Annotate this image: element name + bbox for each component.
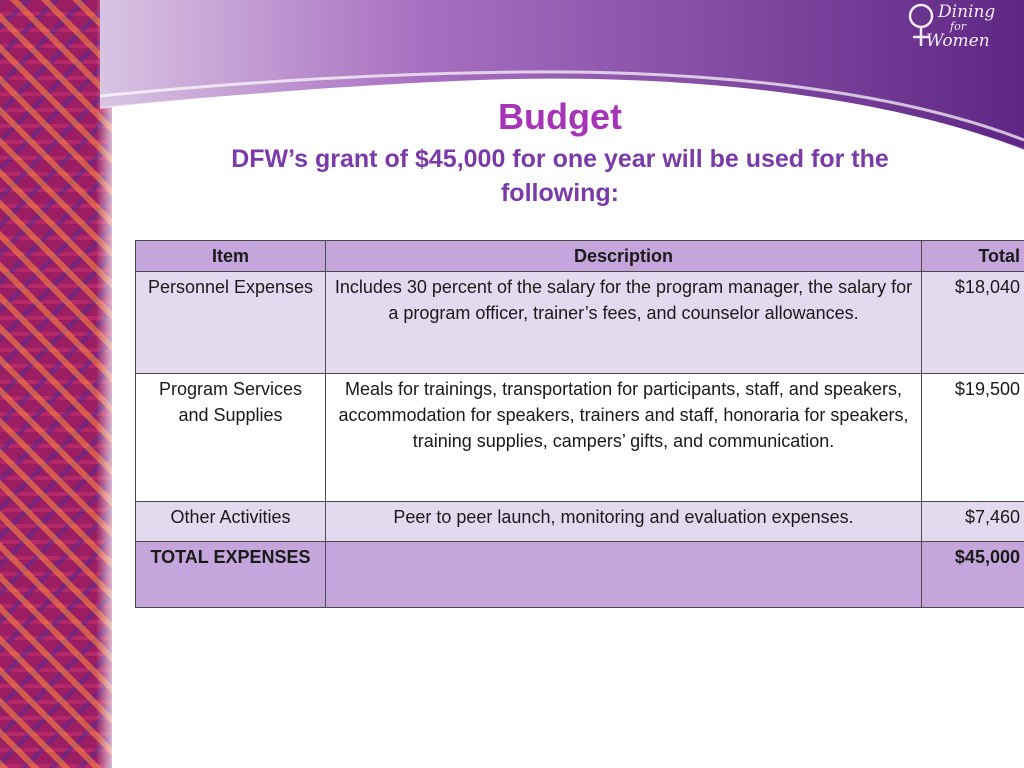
row-item: Other Activities [136, 502, 326, 542]
table-row [136, 502, 1024, 542]
total-row-description [326, 542, 922, 608]
total-row-amount: $45,000 [922, 542, 1024, 608]
row-description: Includes 30 percent of the salary for the program manager, the salary for a program officer, trainer’s fees, and counselor allowances. [326, 272, 922, 374]
logo-text-for: for [950, 20, 966, 33]
dining-for-women-logo [906, 2, 1018, 72]
row-item: Program Services and Supplies [136, 374, 326, 502]
total-row-label: TOTAL EXPENSES [136, 542, 326, 608]
row-total: $18,040 [922, 272, 1024, 374]
table-row [136, 374, 1024, 502]
header-item: Item [136, 241, 326, 272]
table-header-row [136, 241, 1024, 272]
row-item: Personnel Expenses [136, 272, 326, 374]
header-description: Description [326, 241, 922, 272]
page-subtitle: DFW’s grant of $45,000 for one year will be used for the following: [231, 145, 889, 207]
table-row [136, 272, 1024, 374]
row-description: Meals for trainings, transportation for participants, staff, and speakers, accommodation for speakers, trainers and staff, honoraria for speakers, training supplies, campers’ gifts, and communication. [326, 374, 922, 502]
table-total-row [136, 542, 1024, 608]
row-total: $19,500 [922, 374, 1024, 502]
row-description: Peer to peer launch, monitoring and evaluation expenses. [326, 502, 922, 542]
budget-table [135, 240, 1024, 608]
row-total: $7,460 [922, 502, 1024, 542]
logo-text-women: Women [926, 31, 990, 51]
header-total: Total [922, 241, 1024, 272]
page-title: Budget [498, 96, 622, 137]
logo-text-dining: Dining [938, 2, 996, 22]
